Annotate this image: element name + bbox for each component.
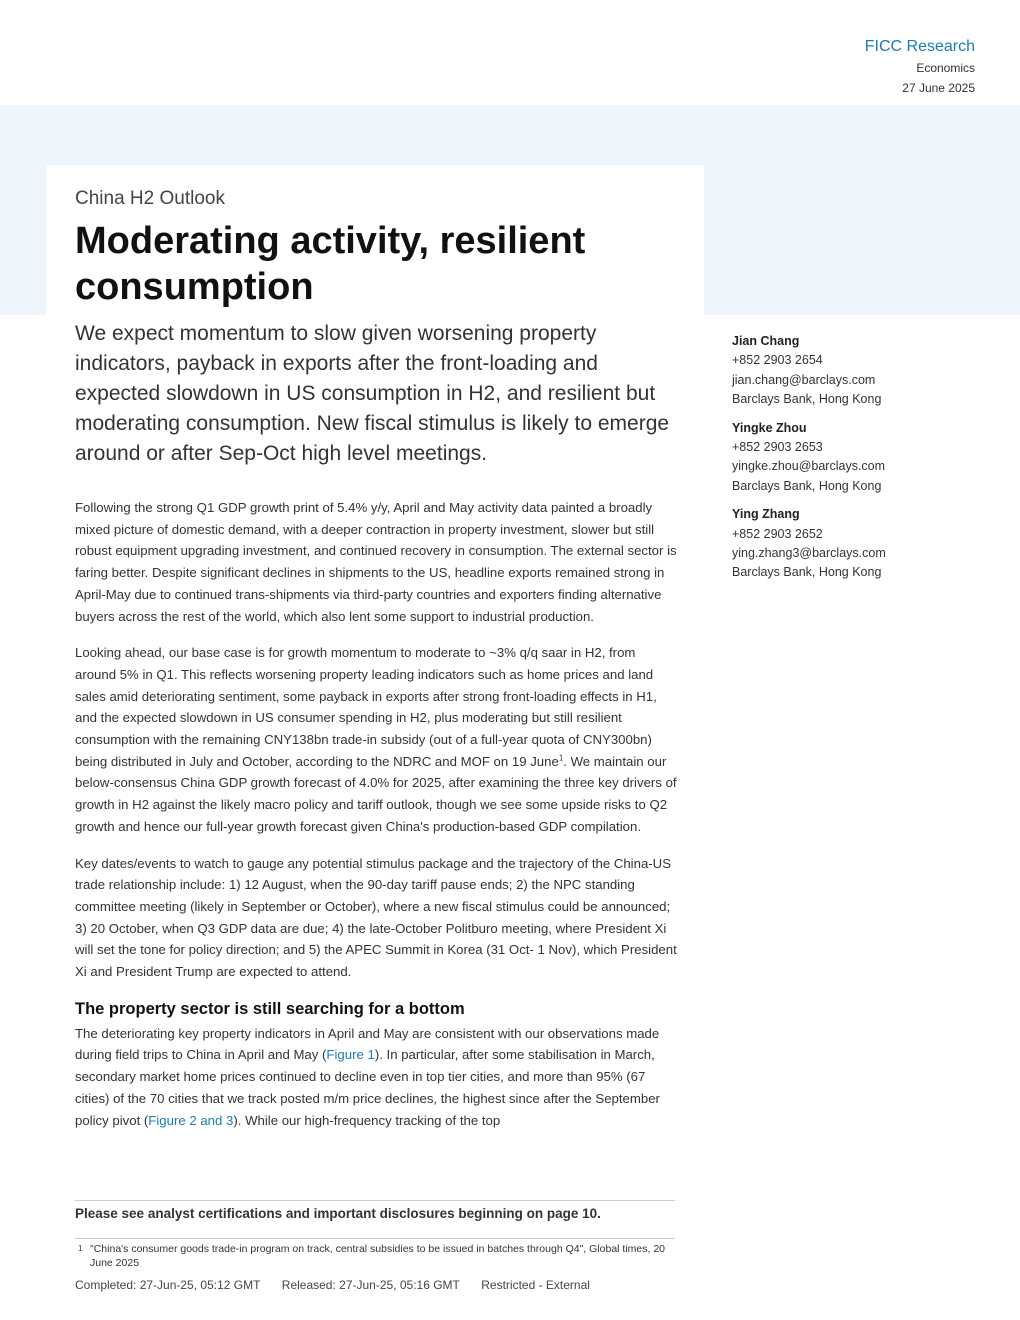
released-timestamp: Released: 27-Jun-25, 05:16 GMT: [281, 1278, 460, 1292]
disclosure-notice: Please see analyst certifications and important disclosures beginning on page 10.: [75, 1206, 601, 1221]
paragraph-text: . We maintain our below-consensus China GDP growth forecast of 4.0% for 2025, after examining the three key drivers of growth in H2 against the likely macro policy and tariff outlook, though we see some upside risks to Q2 growth and hence our full-year growth forecast given China's production-based GDP compilation.: [75, 753, 677, 834]
report-body: [75, 497, 677, 1146]
footnote-reference[interactable]: 1: [558, 753, 564, 763]
author-entity: Barclays Bank, Hong Kong: [732, 478, 882, 493]
author-phone: +852 2903 2654: [732, 353, 823, 368]
author-phone: +852 2903 2653: [732, 440, 823, 455]
author-entity: Barclays Bank, Hong Kong: [732, 392, 882, 407]
divider: [75, 1200, 675, 1201]
paragraph-text: ). While our high-frequency tracking of the top: [233, 1112, 501, 1128]
paragraph-text: The deteriorating key property indicators in April and May are consistent with our observations made during field trips to China in April and May (: [75, 1025, 660, 1063]
report-date: 27 June 2025: [902, 81, 975, 95]
author-card: [732, 332, 982, 410]
author-entity: Barclays Bank, Hong Kong: [732, 565, 882, 580]
body-paragraph: [75, 642, 677, 837]
author-name: Ying Zhang: [732, 507, 800, 522]
author-name: Yingke Zhou: [732, 420, 807, 435]
author-name: Jian Chang: [732, 334, 800, 348]
body-paragraph: Key dates/events to watch to gauge any potential stimulus package and the trajectory of the China-US trade relationship include: 1) 12 August, when the 90-day tariff pause ends; 2) the NPC standing committee meeting (likely in September or October), where a new fiscal stimulus could be announced; 3) 20 October, when Q3 GDP data are due; 4) the late-October Politburo meeting, where President Xi will set the tone for policy direction; and 5) the APEC Summit in Korea (31 Oct- 1 Nov), which President Xi and President Trump are expected to attend.: [75, 855, 677, 980]
section-heading: The property sector is still searching for a bottom: [75, 999, 465, 1018]
brand-label: FICC Research: [864, 38, 975, 55]
author-list: [732, 332, 982, 592]
section-label: Economics: [916, 61, 975, 75]
body-paragraph: Following the strong Q1 GDP growth print of 5.4% y/y, April and May activity data painted a broadly mixed picture of domestic demand, with a deeper contraction in property investment, slower but still robust equipment upgrading investment, and continued recovery in consumption. The external sector is faring better. Despite significant declines in shipments to the US, headline exports remained strong in April-May due to continued trans-shipments via third-party countries and exporters finding alternative buyers across the rest of the world, which also lent some support to industrial production.: [75, 500, 677, 624]
report-title: Moderating activity, resilient consumption: [75, 220, 586, 308]
divider: [75, 1238, 675, 1239]
classification-label: Restricted - External: [481, 1278, 590, 1292]
body-paragraph: [75, 1023, 677, 1132]
paragraph-text: ). In particular, after some stabilisation in March, secondary market home prices continued to decline even in top tier cities, and more than 95% (67 cities) of the 70 cities that we track posted m/m price declines, the highest since after the September policy pivot (: [75, 1047, 660, 1128]
author-email[interactable]: yingke.zhou@barclays.com: [732, 459, 886, 474]
completed-timestamp: Completed: 27-Jun-25, 05:12 GMT: [75, 1278, 261, 1292]
author-phone: +852 2903 2652: [732, 526, 823, 541]
figure-2-3-link[interactable]: Figure 2 and 3: [148, 1112, 234, 1128]
author-card: [732, 419, 982, 497]
footnote-mark: 1: [78, 1244, 83, 1253]
author-card: [732, 505, 982, 583]
author-email[interactable]: jian.chang@barclays.com: [732, 372, 876, 387]
footnote-text: "China's consumer goods trade-in program on track, central subsidies to be issued in batches through Q4", Global times, 20 June 2025: [90, 1243, 666, 1269]
figure-1-link[interactable]: Figure 1: [326, 1047, 375, 1063]
report-kicker: China H2 Outlook: [75, 188, 225, 209]
report-header: [865, 36, 975, 98]
paragraph-text: Looking ahead, our base case is for growth momentum to moderate to ~3% q/q saar in H2, from around 5% in Q1. This reflects worsening property leading indicators such as home prices and land sales amid deteriorating sentiment, some payback in exports after strong front-loading effects in H1, and the expected slowdown in US consumer spending in H2, plus moderating but still resilient consumption with the remaining CNY138bn trade-in subsidy (out of a full-year quota of CNY300bn) being distributed in July and October, according to the NDRC and MOF on 19 June: [75, 645, 657, 769]
author-email[interactable]: ying.zhang3@barclays.com: [732, 546, 886, 561]
page-footer: [75, 1276, 608, 1294]
footnote: [75, 1242, 675, 1270]
report-summary: We expect momentum to slow given worsening property indicators, payback in exports after the front-loading and expected slowdown in US consumption in H2, and resilient but moderating consumption. New fiscal stimulus is likely to emerge around or after Sep-Oct high level meetings.: [75, 322, 670, 465]
